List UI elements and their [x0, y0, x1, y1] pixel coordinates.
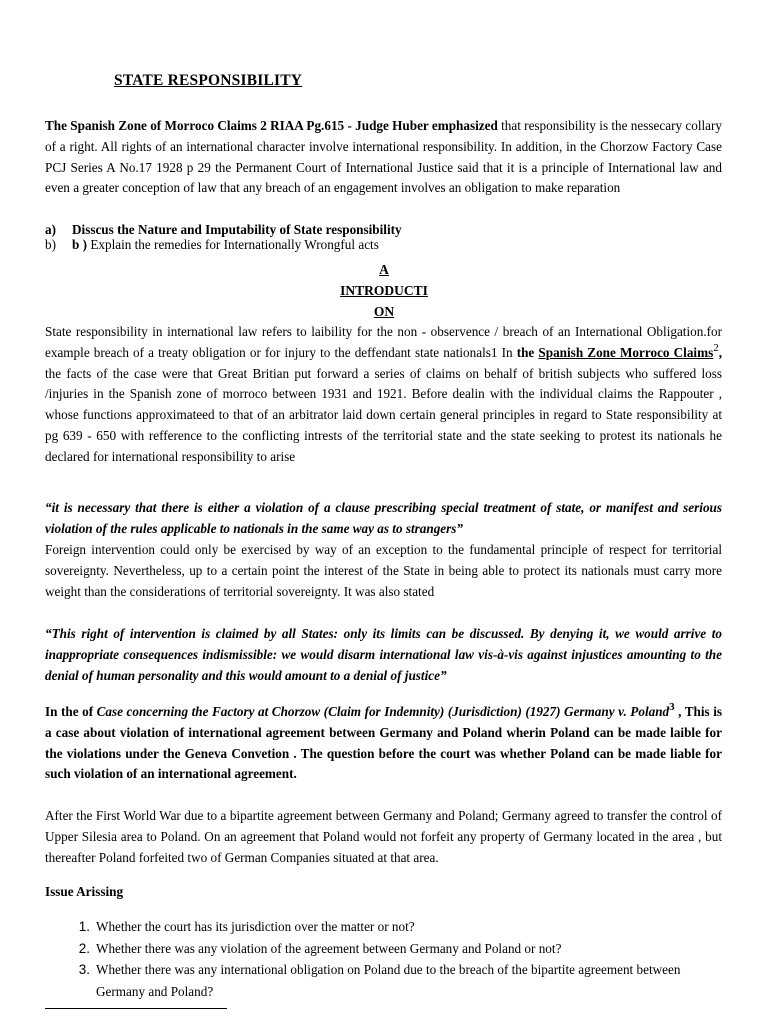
question-b [45, 237, 379, 253]
comma: , [718, 344, 722, 360]
list-item [45, 916, 722, 938]
intro-paragraph [45, 116, 722, 199]
section-heading-line-1: A [379, 262, 389, 277]
introduction-paragraph [45, 322, 722, 468]
chorzow-case-name: Case concerning the Factory at Chorzow (Claim for Indemnity) (Jurisdiction) (1927) Germany v. Poland [96, 704, 670, 719]
list-item [45, 959, 722, 1002]
list-item [45, 938, 722, 960]
issues-list [45, 916, 722, 1002]
list-item-text: Whether there was any international obligation on Poland due to the breach of the bipartite agreement between Germany and Poland? [96, 962, 681, 999]
list-item-text: Whether there was any violation of the agreement between Germany and Poland or not? [96, 940, 562, 956]
emphasis-the: the [516, 344, 535, 360]
list-item-number: 3. [78, 962, 90, 977]
footnote-separator [45, 1008, 227, 1009]
quote-huber: “it is necessary that there is either a violation of a clause prescribing special treatment of state, or manifest and serious violation of the rules applicable to nationals in the same way as to strangers” [45, 500, 722, 536]
footnote-ref-3: 3 [669, 701, 675, 713]
section-heading-line-2: INTRODUCTI [340, 283, 428, 298]
question-b-label: b) [45, 237, 56, 252]
list-item-number: 2. [78, 940, 90, 956]
question-a-text: Disscus the Nature and Imputability of State responsibility [72, 222, 402, 237]
footnote-ref-2: 2 [713, 341, 719, 354]
intro-body-text: State responsibility in international law refers to laibility for the non - observence / breach of an International Obligation.for example breach of a treaty obligation or for injury to the deffendant state nationals [45, 324, 722, 360]
chorzow-paragraph [45, 702, 722, 785]
intro-citation: The Spanish Zone of Morroco Claims 2 RIAA Pg.615 - Judge Huber emphasized [45, 118, 498, 133]
section-heading-line-3: ON [373, 304, 395, 319]
quote-right-of-intervention: “This right of intervention is claimed by all States: only its limits can be discussed. By denying it, we would arrive to inappropriate consequences indismissible: we would disarm international law vis-à-vis against injustices amounting to the denial of human personality and this would amount to a denial of justice” [45, 626, 722, 683]
case-name-spanish-zone: Spanish Zone Morroco Claims [538, 344, 714, 360]
case-facts-text: the facts of the case were that Great Britian put forward a series of claims on behalf of british subjects who suffered loss /injuries in the Spanish zone of morroco between 1931 and 1921. Before dealin with the individual claims the Rappouter , whose functions approximateed to that of an arbitrator laid down certain general principles in regard to State responsibility at pg 639 - 650 with refference to the conflicting intrests of the territorial state and the state seeking to protest its nationals he declared for international responsibility to arise [45, 365, 722, 464]
paragraph-background: After the First World War due to a bipartite agreement between Germany and Poland; Germany agreed to transfer the control of Upper Silesia area to Poland. On an agreement that Poland would not forfeit any property of Germany located in the area , but thereafter Poland forfeited two of German Companies situated at that area. [45, 808, 722, 865]
chorzow-text: , This is a case about violation of international agreement between Germany and Poland wherin Poland can be made laible for the violations under the Geneva Convetion . The question before the court was whether Poland can be made liable for such violation of an international agreement. [45, 704, 723, 782]
issue-heading: Issue Arissing [45, 884, 124, 899]
question-a-label: a) [45, 222, 56, 237]
intro-text: that responsibility is the nessecary collary of a right. All rights of an international character involve international responsibility. In addition, in the Chorzow Factory Case PCJ Series A No.17 1928 p 29 the Permanent Court of International Justice said that it is a principle of International law and even a greater conception of law that any breach of an engagement involves an obligation to make reparation [45, 118, 722, 196]
question-b-text: Explain the remedies for Internationally Wrongful acts [87, 237, 379, 252]
page-title: STATE RESPONSIBILITY [114, 72, 303, 89]
paragraph-foreign-intervention: Foreign intervention could only be exercised by way of an exception to the fundamental principle of respect for territorial sovereignty. Nevertheless, up to a certain point the interest of the State in being able to protect its nationals must carry more weight than the considerations of territorial sovereignty. It was also stated [45, 542, 722, 599]
question-a [45, 222, 402, 238]
list-item-text: Whether the court has its jurisdiction over the matter or not? [96, 919, 415, 934]
connector-text: In [497, 344, 517, 360]
list-item-number: 1. [78, 919, 90, 934]
footnote-ref-1: 1 [490, 344, 498, 360]
chorzow-lead: In the of [45, 704, 97, 719]
question-b-sublabel: b ) [72, 237, 88, 252]
